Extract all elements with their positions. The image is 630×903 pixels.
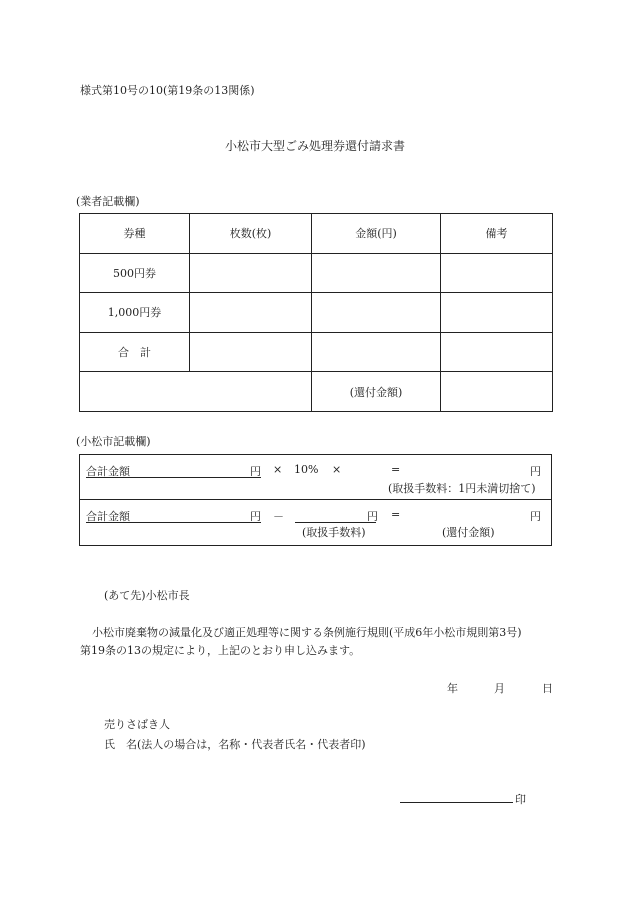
total-amount-field[interactable]	[86, 463, 261, 478]
equals-symbol: =	[391, 508, 401, 521]
count-cell[interactable]	[190, 293, 312, 333]
name-label: 氏 名(法人の場合は，名称・代表者氏名・代表者印)	[104, 738, 366, 751]
minus-symbol: －	[273, 510, 284, 523]
refund-amount-label: (還付金額)	[312, 372, 441, 412]
amount-cell[interactable]	[312, 293, 441, 333]
city-section-label: (小松市記載欄)	[76, 435, 151, 448]
form-number: 様式第10号の10(第19条の13関係)	[80, 84, 255, 97]
total-amount-field[interactable]	[86, 508, 261, 523]
calculation-row-2	[79, 500, 552, 546]
signature-line[interactable]	[400, 802, 513, 803]
calculation-row-1	[79, 454, 552, 500]
seller-label: 売りさばき人	[104, 718, 170, 731]
rate-text: 10%	[294, 463, 319, 476]
seal-mark: 印	[515, 793, 526, 806]
amount-cell[interactable]	[312, 332, 441, 372]
equals-symbol: =	[391, 463, 401, 476]
blank-cell	[80, 372, 312, 412]
date-day[interactable]: 日	[542, 682, 553, 695]
fee-label: (取扱手数料)	[302, 526, 366, 539]
yen-unit: 円	[530, 510, 541, 523]
yen-unit: 円	[367, 510, 378, 523]
yen-unit: 円	[530, 465, 541, 478]
refund-label: (還付金額)	[442, 526, 495, 539]
row-label-total: 合 計	[80, 332, 190, 372]
vendor-section-label: (業者記載欄)	[76, 195, 140, 208]
date-month[interactable]: 月	[494, 682, 505, 695]
header-remarks: 備考	[441, 214, 553, 254]
times-symbol: ×	[273, 463, 283, 476]
fee-field[interactable]	[295, 508, 376, 523]
count-cell[interactable]	[190, 332, 312, 372]
total-amount-label: 合計金額	[86, 465, 130, 478]
table-header-row	[80, 214, 553, 254]
fee-note: (取扱手数料：1円未満切捨て)	[388, 482, 536, 495]
row-label-1000: 1,000円券	[80, 293, 190, 333]
date-year[interactable]: 年	[447, 682, 458, 695]
vendor-table	[79, 213, 553, 412]
yen-unit: 円	[250, 510, 261, 523]
document-title: 小松市大型ごみ処理券還付請求書	[224, 139, 405, 153]
addressee: (あて先)小松市長	[104, 589, 190, 602]
header-amount: 金額(円)	[312, 214, 441, 254]
remarks-cell[interactable]	[441, 253, 553, 293]
remarks-cell[interactable]	[441, 332, 553, 372]
table-row	[80, 332, 553, 372]
amount-cell[interactable]	[312, 253, 441, 293]
body-text-line-2: 第19条の13の規定により，上記のとおり申し込みます。	[80, 644, 361, 657]
body-text-line-1: 小松市廃棄物の減量化及び適正処理等に関する条例施行規則(平成6年小松市規則第3号)	[92, 626, 522, 639]
row-label-500: 500円券	[80, 253, 190, 293]
yen-unit: 円	[250, 465, 261, 478]
header-ticket-type: 券種	[80, 214, 190, 254]
table-row	[80, 253, 553, 293]
times-symbol: ×	[332, 463, 342, 476]
total-amount-label: 合計金額	[86, 510, 130, 523]
table-row	[80, 293, 553, 333]
table-row	[80, 372, 553, 412]
remarks-cell[interactable]	[441, 293, 553, 333]
count-cell[interactable]	[190, 253, 312, 293]
refund-amount-cell[interactable]	[441, 372, 553, 412]
header-count: 枚数(枚)	[190, 214, 312, 254]
